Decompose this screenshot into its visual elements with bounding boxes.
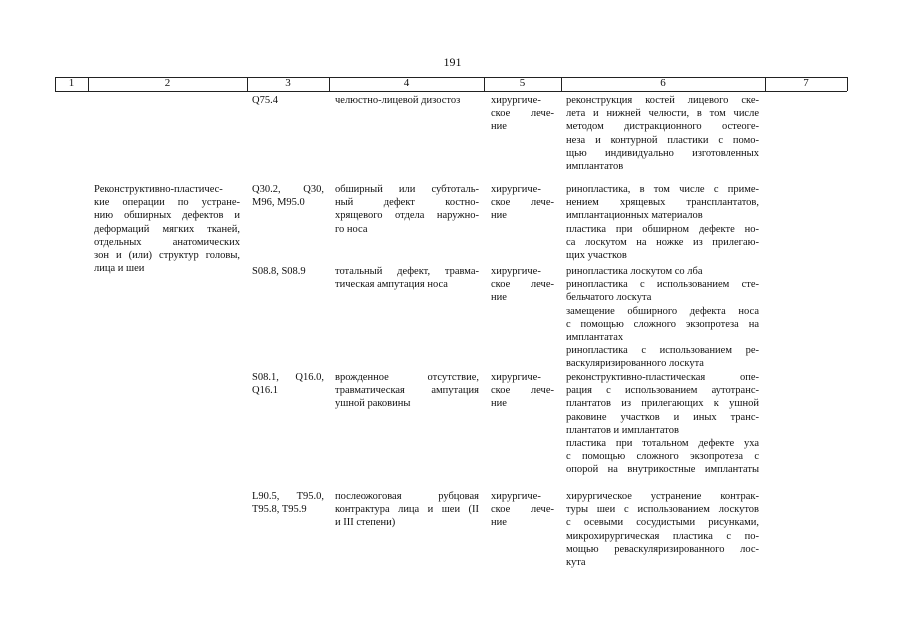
header-cell-3: 3	[285, 77, 291, 89]
text-line: тотальный дефект, травма-	[335, 266, 479, 277]
text-line: контрактура лица и шеи (II	[335, 504, 479, 516]
text-line: хирургиче-	[491, 266, 541, 277]
diagnosis-codes-cell	[252, 183, 324, 209]
text-line: имплантатах	[566, 332, 624, 344]
text-line: кута	[566, 557, 586, 569]
header-cell-7: 7	[803, 77, 809, 89]
treatment-method-cell	[566, 265, 759, 371]
header-cell-2: 2	[164, 77, 171, 89]
text-line: мощью реваскуляризированного лос-	[566, 543, 759, 555]
treatment-method-cell	[566, 371, 759, 477]
text-line: нию обширных дефектов и	[94, 210, 240, 222]
text-line: ринопластика с использованием ре-	[566, 345, 759, 357]
text-line: имплантатов	[566, 161, 624, 173]
text-line: кие операции по устране-	[94, 197, 240, 209]
text-line: васкуляризированного лоскута	[566, 358, 704, 370]
text-line: замещение обширного дефекта носа	[566, 305, 759, 317]
diagnosis-codes-cell	[252, 490, 324, 516]
text-line: с помощью сложного экзопротеза с	[566, 451, 759, 463]
text-line: пластика при обширном дефекте но-	[566, 223, 759, 235]
text-line: ское лече-	[491, 197, 554, 209]
text-line: туры шеи с использованием лоскутов	[566, 504, 759, 516]
text-line: челюстно-лицевой дизостоз	[335, 95, 461, 106]
text-line: ние	[491, 121, 507, 133]
text-line: ское лече-	[491, 279, 554, 291]
text-line: травматическая ампутация	[335, 385, 479, 397]
text-line: ское лече-	[491, 385, 554, 397]
text-line: хирургическое устранение контрак-	[566, 491, 759, 502]
diagnosis-codes-cell	[252, 265, 326, 278]
condition-cell	[335, 371, 479, 411]
text-line: с помощью сложного экзопротеза на	[566, 318, 759, 330]
text-line: ние	[491, 517, 507, 529]
text-line: методом дистракционного остеоге-	[566, 121, 759, 133]
text-line: опорой на внутрикостные имплантаты	[566, 464, 759, 476]
condition-cell	[335, 490, 479, 530]
text-line: лета и нижней челюсти, в том числе	[566, 108, 759, 120]
text-line: лица и шеи	[94, 263, 145, 275]
text-line: T95.8, T95.9	[252, 504, 307, 516]
text-line: рация с использованием аутотранс-	[566, 385, 759, 397]
text-line: Q75.4	[252, 95, 278, 106]
text-line: имплантационных материалов	[566, 210, 703, 222]
text-line: Q16.1	[252, 385, 278, 397]
treatment-method-cell	[566, 490, 759, 569]
treatment-method-cell	[566, 94, 759, 173]
treatment-type-cell	[491, 371, 554, 411]
text-line: го носа	[335, 223, 368, 235]
text-line: ние	[491, 210, 507, 222]
text-line: ный дефект костно-	[335, 197, 479, 209]
text-line: деформаций мягких тканей,	[94, 223, 240, 235]
text-line: хирургиче-	[491, 372, 541, 383]
diagnosis-codes-cell	[252, 371, 324, 397]
text-line: плантатов и имплантатов	[566, 424, 679, 436]
text-line: щих участков	[566, 250, 627, 262]
text-line: щью индивидуально изготовленных	[566, 147, 759, 159]
treatment-method-cell	[566, 183, 759, 262]
text-line: реконструкция костей лицевого ске-	[566, 95, 759, 106]
text-line: ние	[491, 398, 507, 410]
text-line: нением хрящевых трансплантатов,	[566, 197, 759, 209]
text-line: ринопластика с использованием сте-	[566, 279, 759, 291]
text-line: и III степени)	[335, 517, 396, 529]
header-cell-6: 6	[660, 77, 666, 89]
text-line: хирургиче-	[491, 95, 541, 106]
treatment-type-cell	[491, 183, 554, 223]
text-line: с осевыми сосудистыми рисунками,	[566, 517, 759, 529]
diagnosis-codes-cell	[252, 94, 326, 107]
condition-cell	[335, 265, 479, 291]
header-cell-1: 1	[68, 77, 75, 89]
header-cell-4: 4	[403, 77, 410, 89]
treatment-type-cell	[491, 490, 554, 530]
column-divider	[847, 77, 848, 91]
table-header-bottom-rule	[55, 91, 847, 92]
condition-cell	[335, 94, 481, 107]
text-line: врожденное отсутствие,	[335, 372, 479, 383]
text-line: раковине участков и иных транс-	[566, 411, 759, 423]
text-line: неза и контурной пластики с помо-	[566, 134, 759, 146]
text-line: послеожоговая рубцовая	[335, 491, 479, 502]
text-line: обширный или субтоталь-	[335, 184, 479, 195]
text-line: микрохирургическая пластика с по-	[566, 530, 759, 542]
intervention-group-cell	[94, 183, 240, 275]
text-line: тическая ампутация носа	[335, 279, 448, 291]
text-line: M96, M95.0	[252, 197, 305, 209]
text-line: отдельных анатомических	[94, 236, 240, 248]
text-line: пластика при тотальном дефекте уха	[566, 438, 759, 450]
text-line: ское лече-	[491, 108, 554, 120]
text-line: са лоскутом на ножке из прилегаю-	[566, 236, 759, 248]
text-line: хирургиче-	[491, 491, 541, 502]
text-line: бельчатого лоскута	[566, 292, 652, 304]
condition-cell	[335, 183, 479, 236]
header-cell-5: 5	[519, 77, 526, 89]
text-line: ние	[491, 292, 507, 304]
text-line: зон и (или) структур головы,	[94, 250, 240, 262]
text-line: S08.8, S08.9	[252, 266, 306, 277]
text-line: ское лече-	[491, 504, 554, 516]
text-line: L90.5, T95.0,	[252, 491, 324, 502]
text-line: Реконструктивно-пластичес-	[94, 184, 223, 195]
text-line: ринопластика, в том числе с приме-	[566, 184, 759, 195]
text-line: реконструктивно-пластическая опе-	[566, 372, 759, 383]
text-line: плантатов из прилегающих к ушной	[566, 398, 759, 410]
text-line: Q30.2, Q30,	[252, 184, 324, 195]
text-line: хирургиче-	[491, 184, 541, 195]
text-line: ушной раковины	[335, 398, 411, 410]
text-line: ринопластика лоскутом со лба	[566, 266, 703, 277]
page-number: 191	[443, 55, 462, 69]
treatment-type-cell	[491, 94, 554, 134]
text-line: S08.1, Q16.0,	[252, 372, 324, 383]
treatment-type-cell	[491, 265, 554, 305]
text-line: хрящевого отдела наружно-	[335, 210, 479, 222]
